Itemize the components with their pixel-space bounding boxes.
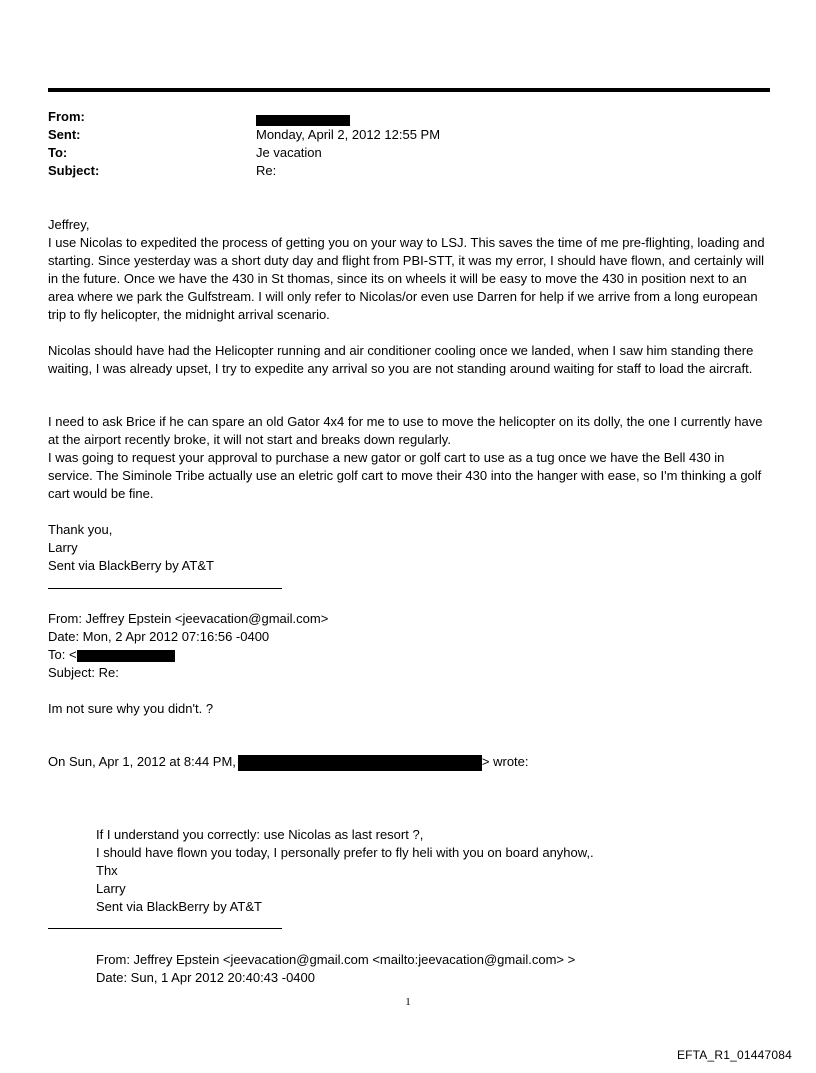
quoted2-line3: Thx: [96, 863, 118, 878]
subject-value: Re:: [256, 163, 277, 178]
paragraph-3b: I was going to request your approval to purchase a new gator or golf cart to use as a tug once we have the Bell 430 in service. The Siminole Tribe actually use an eletric golf cart to move their 430 into the hanger with ease, so I'm thinking a golf cart would be fine.: [48, 450, 762, 501]
greeting: Jeffrey,: [48, 217, 90, 232]
quoted3-date: Date: Sun, 1 Apr 2012 20:40:43 -0400: [96, 970, 316, 985]
quoted-attribution: [48, 753, 529, 771]
sent-value: Monday, April 2, 2012 12:55 PM: [256, 127, 441, 142]
attribution-suffix: > wrote:: [481, 754, 529, 769]
paragraph-2: Nicolas should have had the Helicopter running and air conditioner cooling once we landed, when I saw him standing there waiting, I was already upset, I try to expedite any arrival so you are not standing around waiting for staff to load the aircraft.: [48, 343, 754, 376]
attribution-redaction: [238, 755, 482, 771]
from-label: From:: [48, 109, 85, 124]
quoted2-line2: I should have flown you today, I personally prefer to fly heli with you on board anyhow,.: [96, 845, 594, 860]
paragraph-3a: I need to ask Brice if he can spare an old Gator 4x4 for me to use to move the helicopter on its dolly, the one I currently have at the airport recently broke, it will not start and breaks down regularly.: [48, 414, 763, 447]
quote-divider: [48, 588, 282, 589]
page-number: 1: [405, 996, 411, 1008]
quoted-to-redaction: [77, 650, 175, 662]
quoted-to-prefix: To: <: [48, 647, 77, 662]
quoted-date: Date: Mon, 2 Apr 2012 07:16:56 -0400: [48, 629, 270, 644]
sent-label: Sent:: [48, 127, 81, 142]
quoted2-line5: Sent via BlackBerry by AT&T: [96, 899, 262, 914]
closing: Thank you,: [48, 522, 113, 537]
subject-label: Subject:: [48, 163, 100, 178]
paragraph-1: I use Nicolas to expedited the process of getting you on your way to LSJ. This saves the time of me pre-flighting, loading and starting. Since yesterday was a short duty day and flight from PBI-STT, it was my error, I should have flown, and certainly will in the future. Once we have the 430 in St thomas, since its on wheels it will be easy to move the 430 in position next to an area where we park the Gulfstream. I will only refer to Nicolas/or even use Darren for help if we arrive from a long european trip to fly helicopter, the midnight arrival scenario.: [48, 235, 765, 322]
quoted2-line1: If I understand you correctly: use Nicolas as last resort ?,: [96, 827, 424, 842]
quoted-body: Im not sure why you didn't. ?: [48, 701, 214, 716]
quoted-from: From: Jeffrey Epstein <jeevacation@gmail.com>: [48, 611, 329, 626]
to-value: Je vacation: [256, 145, 322, 160]
quoted-to: [48, 646, 175, 664]
attribution-prefix: On Sun, Apr 1, 2012 at 8:44 PM,: [48, 754, 236, 769]
header-divider: [48, 88, 770, 92]
quote-divider-2: [48, 928, 282, 929]
quoted2-line4: Larry: [96, 881, 126, 896]
quoted-subject: Subject: Re:: [48, 665, 119, 680]
signature-device: Sent via BlackBerry by AT&T: [48, 558, 214, 573]
bates-number: EFTA_R1_01447084: [676, 1048, 792, 1062]
quoted3-from: From: Jeffrey Epstein <jeevacation@gmail.com <mailto:jeevacation@gmail.com> >: [96, 952, 576, 967]
to-label: To:: [48, 145, 68, 160]
signature-name: Larry: [48, 540, 78, 555]
